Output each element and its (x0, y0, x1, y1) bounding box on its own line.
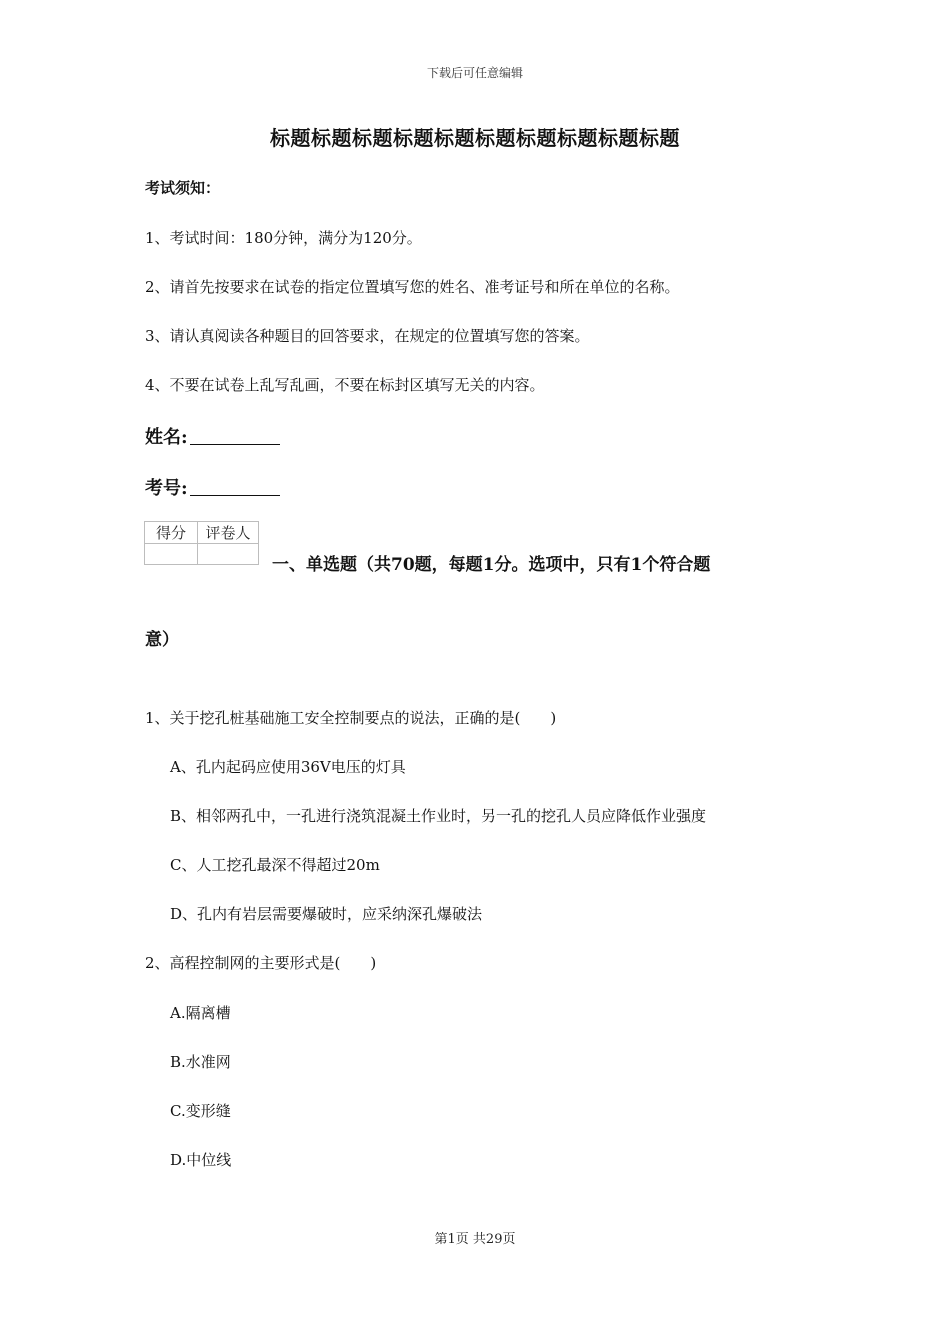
score-cell[interactable] (145, 544, 198, 565)
grader-cell[interactable] (198, 544, 259, 565)
instruction-item: 3、请认真阅读各种题目的回答要求，在规定的位置填写您的答案。 (145, 327, 590, 345)
id-blank[interactable] (190, 477, 280, 496)
question-option: A、孔内起码应使用36V电压的灯具 (170, 758, 406, 776)
name-field (145, 423, 280, 449)
question-option: C、人工挖孔最深不得超过20m (170, 856, 380, 874)
document-title: 标题标题标题标题标题标题标题标题标题标题 (270, 126, 680, 150)
page-footer: 第1页 共29页 (434, 1232, 516, 1247)
question-stem: 2、高程控制网的主要形式是( ) (145, 954, 377, 972)
grader-header: 评卷人 (198, 522, 259, 544)
name-blank[interactable] (190, 426, 280, 445)
score-header: 得分 (145, 522, 198, 544)
question-option: D.中位线 (170, 1151, 232, 1169)
instruction-item: 2、请首先按要求在试卷的指定位置填写您的姓名、准考证号和所在单位的名称。 (145, 278, 680, 296)
instruction-item: 1、考试时间：180分钟，满分为120分。 (145, 229, 422, 247)
question-option: A.隔离槽 (170, 1004, 231, 1022)
id-field (145, 474, 280, 500)
part-heading-continued: 意） (145, 630, 179, 650)
instruction-item: 4、不要在试卷上乱写乱画，不要在标封区填写无关的内容。 (145, 376, 545, 394)
question-option: B、相邻两孔中，一孔进行浇筑混凝土作业时，另一孔的挖孔人员应降低作业强度 (170, 807, 707, 825)
question-option: B.水准网 (170, 1053, 231, 1071)
question-stem: 1、关于挖孔桩基础施工安全控制要点的说法，正确的是( ) (145, 709, 557, 727)
question-option: C.变形缝 (170, 1102, 231, 1120)
name-label: 姓名: (145, 427, 188, 448)
header-note: 下载后可任意编辑 (426, 66, 523, 80)
question-option: D、孔内有岩层需要爆破时，应采纳深孔爆破法 (170, 905, 483, 923)
part-heading: 一、单选题（共70题，每题1分。选项中，只有1个符合题 (272, 555, 711, 575)
score-table (144, 521, 259, 565)
id-label: 考号: (145, 478, 188, 499)
instructions-label: 考试须知： (145, 179, 221, 197)
